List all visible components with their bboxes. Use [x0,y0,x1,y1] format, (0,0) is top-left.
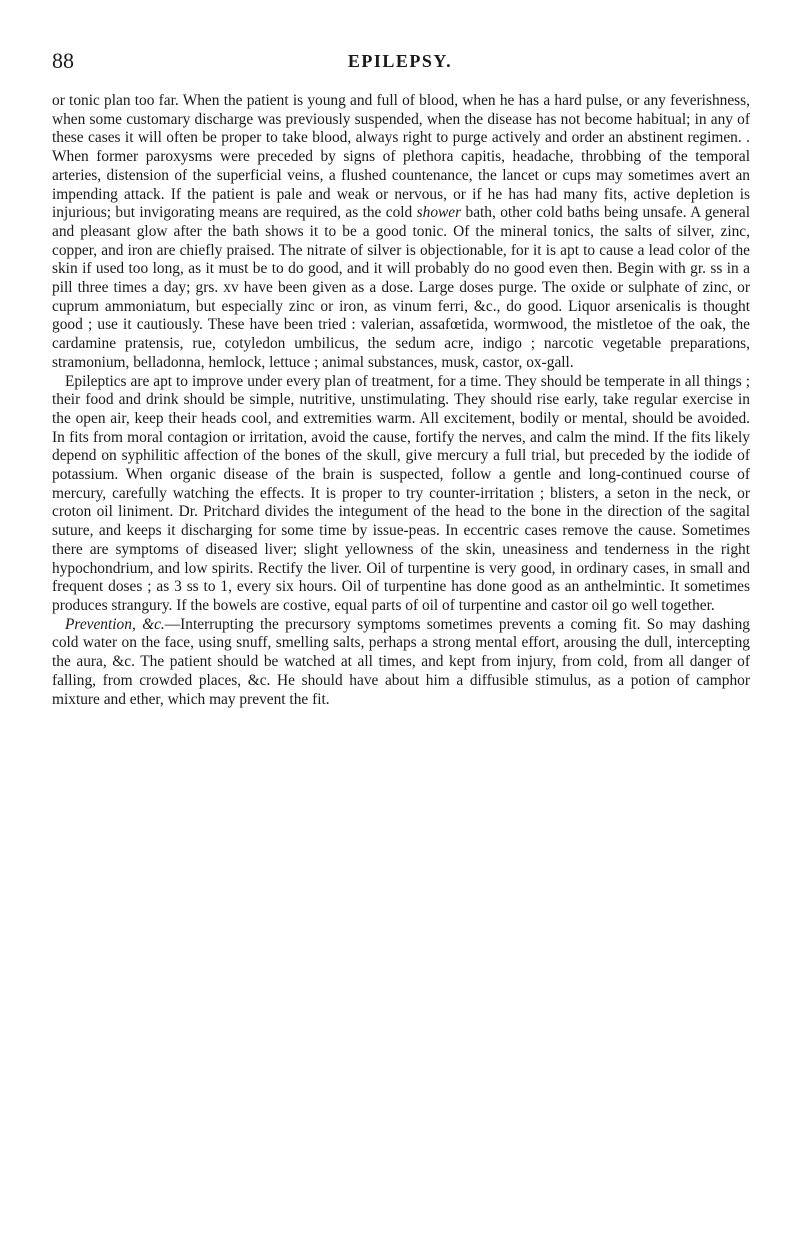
prevention-text: —Interrupting the precursory symptoms sometimes prevents a coming fit. So may dashing cold water on the face, using snuff, smelling salts, perhaps a strong mental effort, arousing the dull, intercepting the aura, &c. The patient should be watched at all times, and kept from injury, from cold, from all danger of falling, from crowded places, &c. He should have about him a diffusible stimulus, as a potion of camphor mixture and ether, which may prevent the fit. [52,615,751,708]
body-text [52,92,750,709]
paragraph-1-text-a: or tonic plan too far. When the patient is young and full of blood, when he has a hard pulse, or any feverishness, when some customary discharge was previously suspended, when the disease has not become habitual; in any of these cases it will often be proper to take blood, always right to purge actively and order an abstinent regimen. . When former paroxysms were preceded by signs of plethora capitis, headache, throbbing of the temporal arteries, distension of the superficial veins, a flushed countenance, the lancet or cups may sometimes avert an impending attack. If the patient is pale and weak or nervous, or if he has had many fits, active depletion is injurious; but invigorating means are required, as the cold [52,92,750,222]
paragraph-continued-treatment [52,92,750,373]
paragraph-1-italic-word: shower [416,204,462,222]
page-number: 88 [52,48,74,73]
paragraph-prevention [52,616,750,710]
page-header [52,48,748,74]
prevention-heading: Prevention, &c. [65,615,165,633]
paragraph-regimen: Epileptics are apt to improve under every plan of treatment, for a time. They should be temperate in all things ; their food and drink should be simple, nutritive, unstimulating. They should rise early, take regular exercise in the open air, keep their heads cool, and extremities warm. All excitement, bodily or mental, should be avoided. In fits from moral contagion or irritation, avoid the cause, fortify the nerves, and calm the mind. If the fits likely depend on syphilitic affection of the bones of the skull, give mercury a full trial, but preceded by the iodide of potassium. When organic disease of the brain is suspected, follow a gentle and long-continued course of mercury, carefully watching the effects. It is proper to try counter-irritation ; blisters, a seton in the neck, or croton oil liniment. Dr. Pritchard divides the integument of the head to the bone in the direction of the sagital suture, and keeps it discharging for some time by issue-peas. In eccentric cases remove the cause. Sometimes there are symptoms of diseased liver; slight yellowness of the skin, uneasiness and tenderness in the right hypochondrium, and low spirits. Rectify the liver. Oil of turpentine is very good, in ordinary cases, in small and frequent doses ; as 3 ss to 1, every six hours. Oil of turpentine has done good as an anthelmintic. It sometimes produces strangury. If the bowels are costive, equal parts of oil of turpentine and castor oil go well together. [52,372,750,614]
paragraph-1-text-c: bath, other cold baths being unsafe. A general and pleasant glow after the bath shows it to be a good tonic. Of the mineral tonics, the salts of silver, zinc, copper, and iron are chiefly praised. The nitrate of silver is objectionable, for it is apt to cause a lead color of the skin if used too long, as it must be to do good, and it will probably do no good even then. Begin with gr. ss in a pill three times a day; grs. xv have been given as a dose. Large doses purge. The oxide or sulphate of zinc, or cuprum ammoniatum, but especially zinc or iron, as vinum ferri, &c., do good. Liquor arsenicalis is thought good ; use it cautiously. These have been tried : valerian, assafœtida, wormwood, the mistletoe of the oak, the cardamine pratensis, rue, cotyledon umbilicus, the sedum acre, indigo ; narcotic vegetable preparations, stramonium, belladonna, hemlock, lettuce ; animal substances, musk, castor, ox-gall. [52,204,750,371]
running-head: EPILEPSY. [347,51,453,71]
